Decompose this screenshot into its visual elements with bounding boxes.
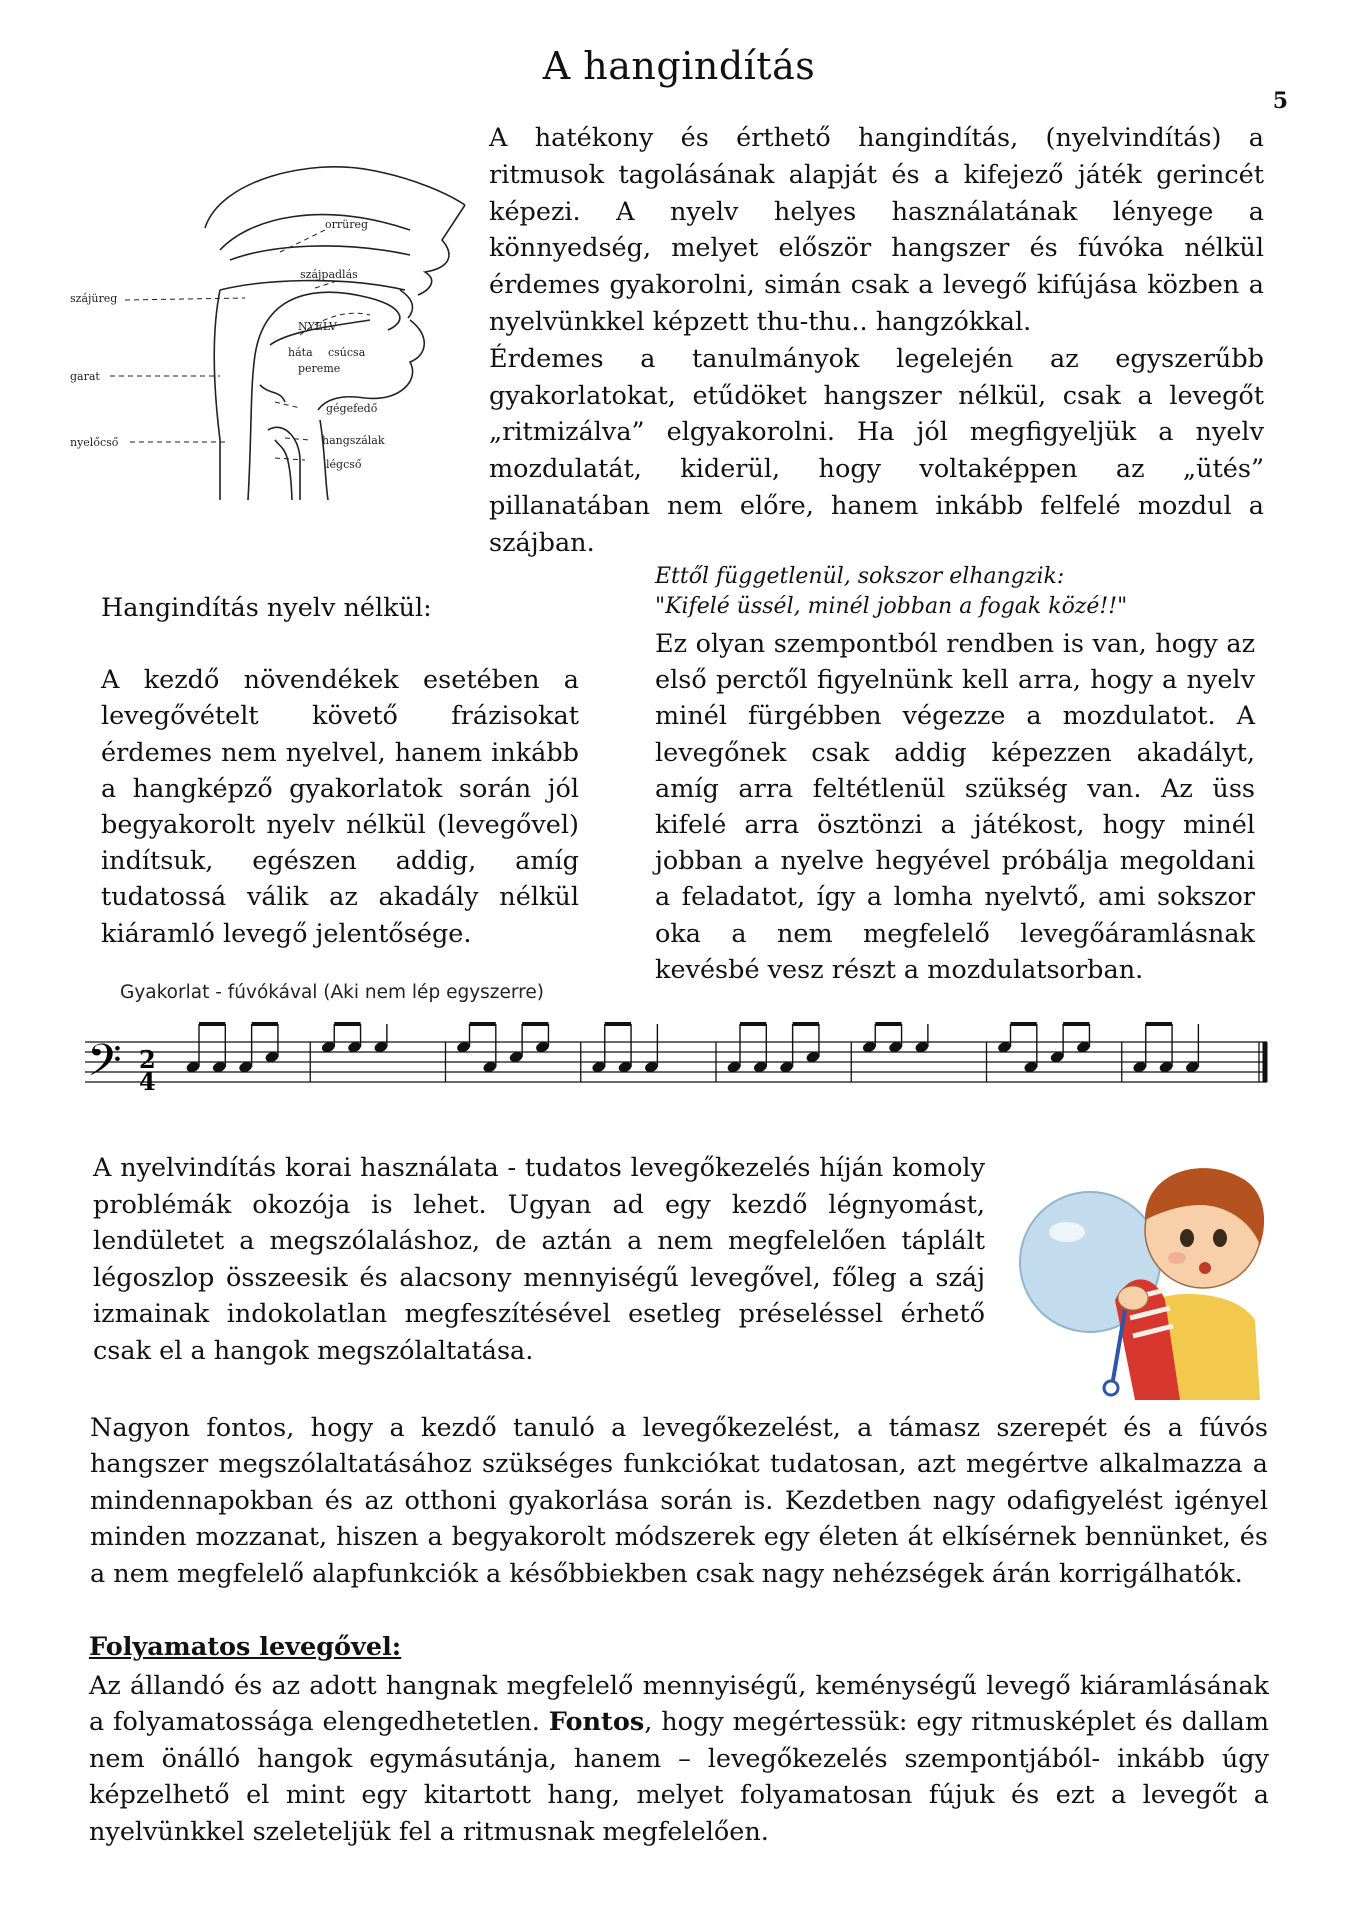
no-tongue-section [101,590,579,952]
continuous-air-paragraph [89,1668,1269,1850]
exercise-caption: Gyakorlat - fúvókával (Aki nem lép egyszerre) [120,982,544,1003]
tongue-explanation: Ez olyan szempontból rendben is van, hogy az első perctől figyelnünk kell arra, hogy a nyelv minél fürgébben végezze a mozdulatot. A levegőnek csak addig képezzen akadályt, amíg arra feltétlenül szükség van. Az üss kifelé arra ösztönzi a játékost, hogy minél jobban a nyelve hegyével próbálja megoldani a feladatot, így a lomha nyelvtő, ami sokszor oka a nem megfelelő levegőáramlásnak kevésbé vesz részt a mozdulatsorban. [655,629,1255,985]
no-tongue-heading: Hangindítás nyelv nélkül: [101,593,432,623]
label-szajpadlas: szájpadlás [300,268,358,281]
label-garat: garat [70,370,100,383]
page-number: 5 [1272,88,1288,114]
quote-intro: Ettől függetlenül, sokszor elhangzik: [655,564,1065,589]
intro-text [489,120,1264,562]
quote-block [655,562,1285,622]
early-tonguing-paragraph: A nyelvindítás korai használata - tudatos levegőkezelés híján komoly problémák okozója is lehet. Ugyan ad egy kezdő légnyomást, lendületet a megszólaláshoz, de aztán a nem megfelelően táplált légoszlop összeesik és alacsony mennyiségű levegővel, főleg a száj izmainak indokolatlan megfeszítésével esetleg préseléssel érhető csak el a hangok megszólaltatása. [93,1153,985,1366]
label-szajureg: szájüreg [70,292,118,305]
importance-paragraph: Nagyon fontos, hogy a kezdő tanuló a levegőkezelést, a támasz szerepét és a fúvós hangszer megszólaltatásához szükséges funkciókat tudatosan, azt megértve alkalmazza a mindennapokban és az otthoni gyakorlása során is. Kezdetben nagy odafigyelést igényel minden mozzanat, hiszen a begyakorolt módszerek egy életen át elkísérnek bennünket, és a nem megfelelő alapfunkciók a későbbiekben csak nagy nehézségek árán korrigálhatók. [90,1413,1268,1589]
label-legcso: légcső [326,458,362,471]
bass-clef-icon: 𝄢 [87,1034,122,1097]
no-tongue-body: A kezdő növendékek esetében a levegővételt követő frázisokat érdemes nem nyelvel, hanem inkább a hangképző gyakorlatok során jól begyakorolt nyelv nélkül (levegővel) indítsuk, egészen addig, amíg tudatossá válik az akadály nélkül kiáramló levegő jelentősége. [101,665,579,949]
quote-text: "Kifelé üssél, minél jobban a fogak közé!!" [655,594,1128,619]
label-hata: háta [288,346,313,359]
exercise-staff [85,1020,1285,1110]
label-nyelv: NYELV [298,320,337,333]
label-hangszalak: hangszálak [322,434,385,447]
intro-paragraph-2: Érdemes a tanulmányok legelején az egyszerűbb gyakorlatokat, etűdöket hangszer nélkül, csak a levegőt „ritmizálva” elgyakorolni. Ha jól megfigyeljük a nyelv mozdulatát, kiderül, hogy voltaképpen az „ütés” pillanatában nem előre, hanem inkább felfelé mozdul a szájban. [489,343,1264,558]
time-signature-bottom: 4 [139,1067,156,1096]
label-nyelocso: nyelőcső [70,436,119,449]
continuous-text-a: Az állandó és az adott hangnak megfelelő mennyiségű, keménységű levegő kiáramlásának a folyamatossága elengedhetetlen. [89,1671,1269,1738]
continuous-bold-word: Fontos [548,1707,645,1738]
label-gegefedo: gégefedő [326,402,378,415]
page-title: A hangindítás [542,44,816,88]
child-bubble-illustration [1005,1150,1275,1400]
intro-paragraph-1: A hatékony és érthető hangindítás, (nyelvindítás) a ritmusok tagolásának alapját és a kifejező játék gerincét képezi. A nyelv helyes használatának lényege a könnyedség, melyet először hangszer és fúvóka nélkül érdemes gyakorolni, simán csak a levegő kifújása közben a nyelvünkkel képzett thu-thu.. hangzókkal. [489,123,1264,337]
continuous-text-b: , hogy megértessük: egy ritmusképlet és dallam nem önálló hangok egymásutánja, hanem – levegőkezelés szempontjából- inkább úgy képzelhető el mint egy kitartott hang, melyet folyamatosan fújuk és ezt a levegőt a nyelvünkkel szeleteljük fel a ritmusnak megfelelően. [89,1707,1269,1847]
label-pereme: pereme [298,362,341,375]
vocal-tract-diagram [70,140,470,500]
time-signature-top: 2 [139,1045,156,1074]
label-csucsa: csúcsa [328,346,366,359]
continuous-air-heading: Folyamatos levegővel: [89,1632,402,1662]
label-orrureg: orrüreg [325,218,369,231]
